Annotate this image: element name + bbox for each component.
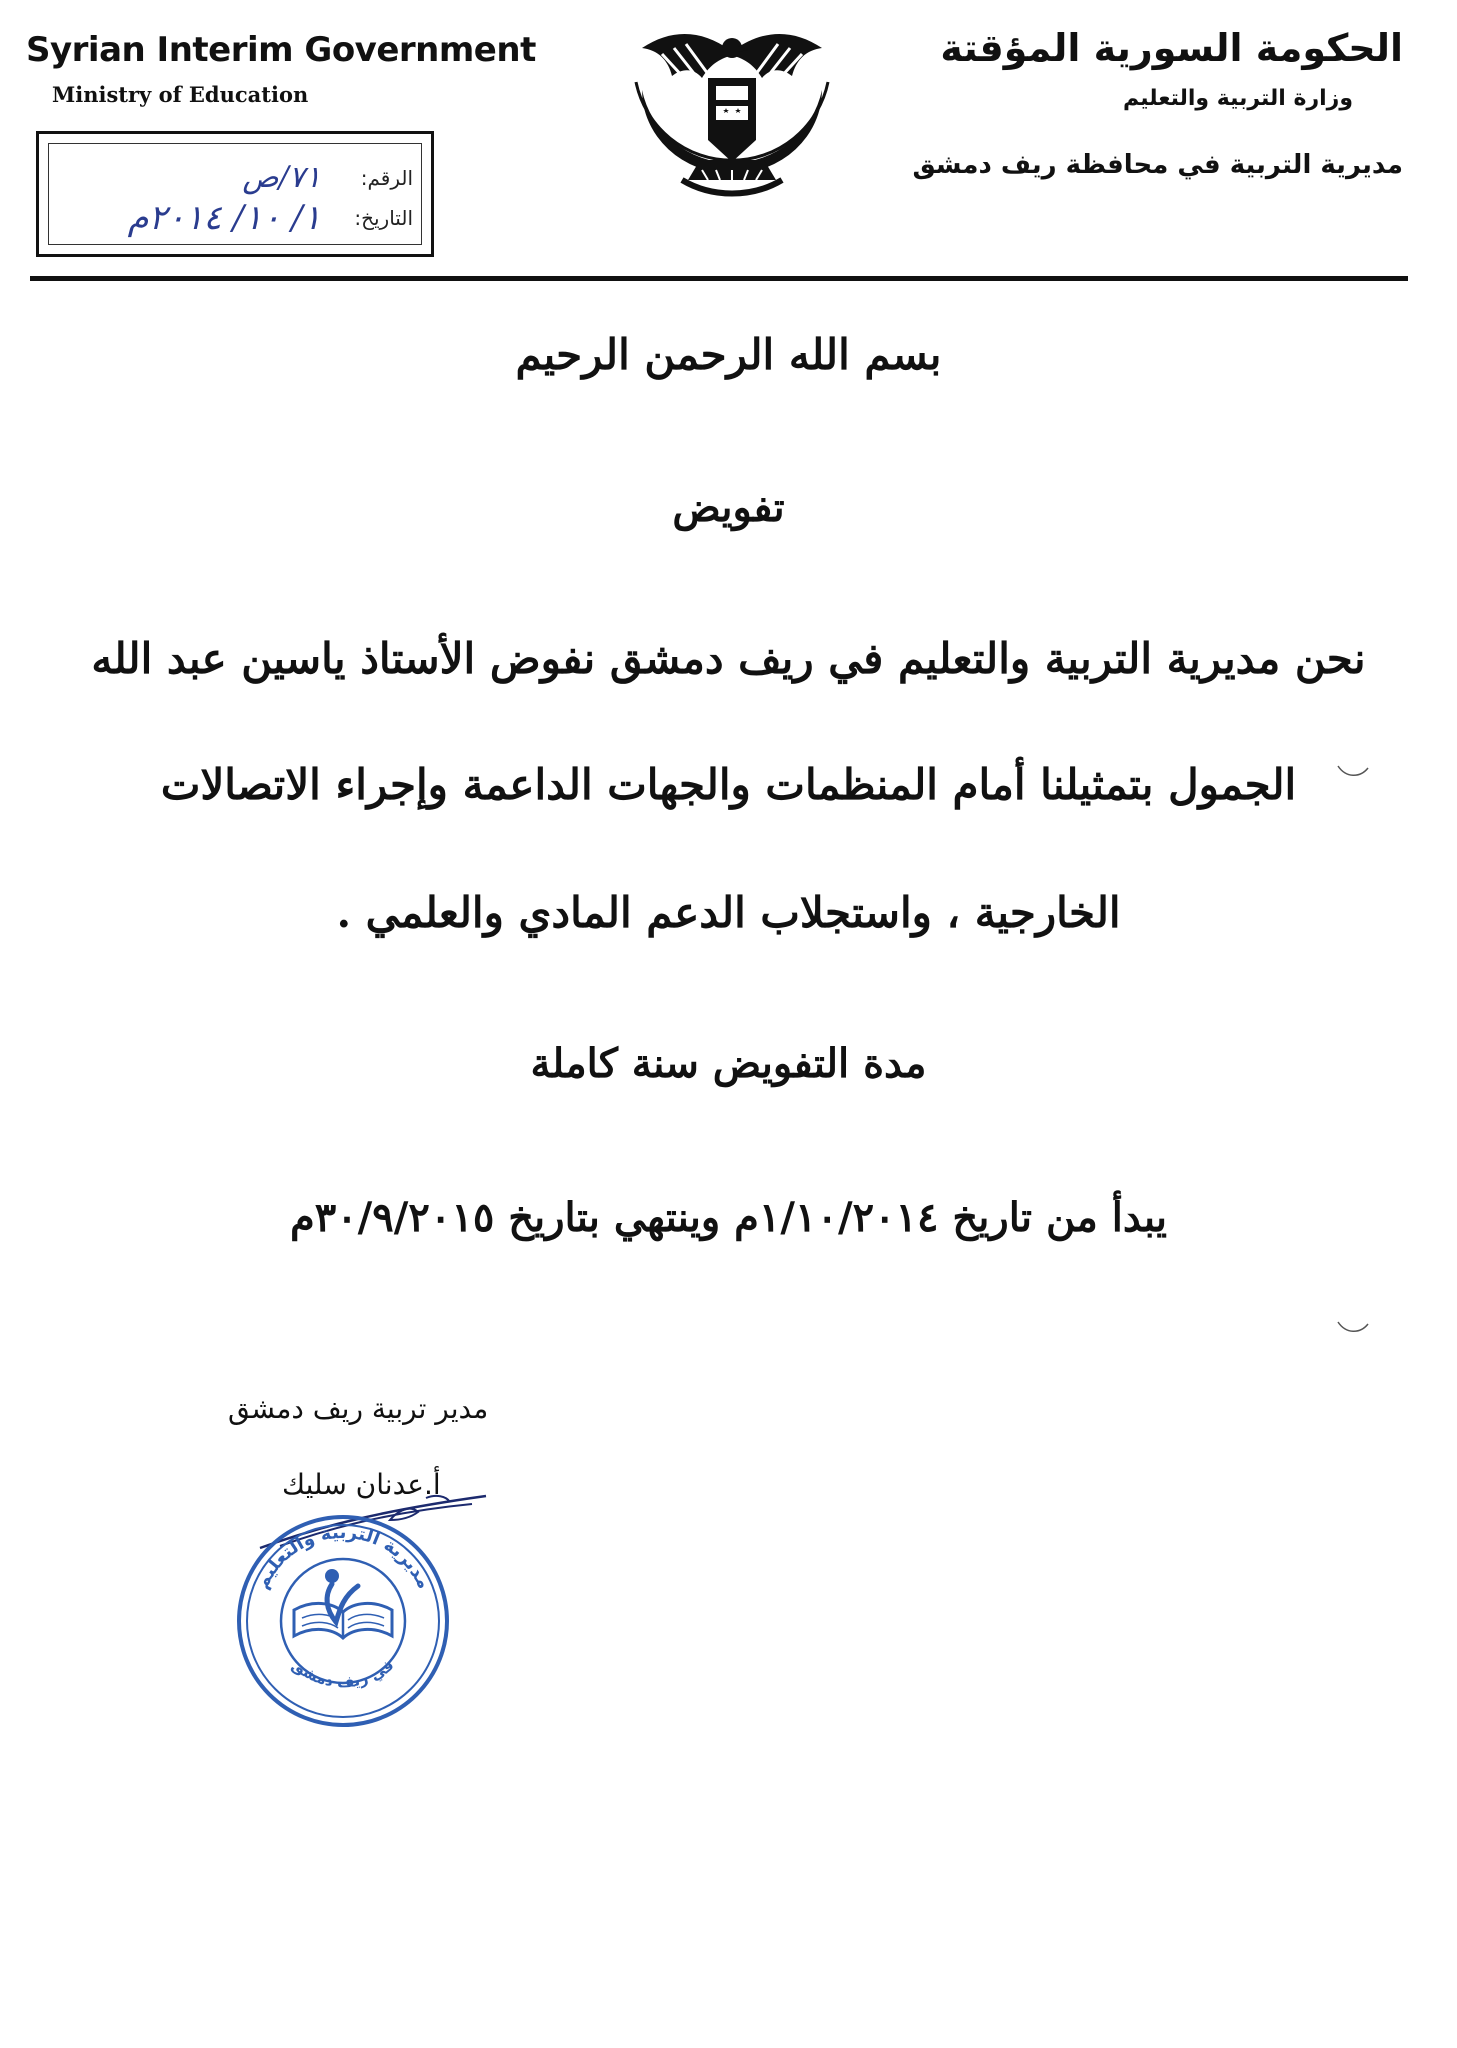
arabic-government-title: الحكومة السورية المؤقتة <box>940 26 1403 70</box>
official-stamp-icon <box>232 1510 454 1732</box>
reference-date-value: ١/ ١٠/ ٢٠١٤م <box>127 198 321 238</box>
header-divider <box>30 276 1408 281</box>
reference-box <box>36 131 434 257</box>
reference-number-value: ٧١/ص <box>242 160 321 195</box>
scan-mark-icon <box>1336 1320 1370 1334</box>
stamp-bottom-text: في ريف دمشق <box>288 1655 398 1692</box>
authorization-duration: مدة التفويض سنة كاملة <box>530 1040 927 1087</box>
arabic-ministry-title: وزارة التربية والتعليم <box>1123 86 1353 111</box>
scan-mark-icon <box>1336 764 1370 778</box>
reference-number-row <box>49 162 421 202</box>
arabic-directorate-title: مديرية التربية في محافظة ريف دمشق <box>912 150 1403 180</box>
reference-number-label: الرقم: <box>360 166 413 190</box>
reference-box-inner <box>48 143 422 245</box>
basmala: بسم الله الرحمن الرحيم <box>515 330 942 379</box>
paragraph-line-2: الجمول بتمثيلنا أمام المنظمات والجهات الداعمة وإجراء الاتصالات <box>160 760 1297 809</box>
stamp-top-text: مديرية التربية والتعليم <box>251 1521 435 1593</box>
paragraph-line-3: الخارجية ، واستجلاب الدعم المادي والعلمي . <box>336 888 1121 937</box>
english-ministry-title: Ministry of Education <box>52 82 309 107</box>
eagle-emblem-icon <box>612 20 852 220</box>
reference-date-label: التاريخ: <box>354 206 413 230</box>
signatory-name: أ.عدنان سليك <box>282 1468 441 1501</box>
authorization-validity: يبدأ من تاريخ ١/١٠/٢٠١٤م وينتهي بتاريخ ٣٠/٩/٢٠١٥م <box>289 1194 1168 1241</box>
paragraph-line-1: نحن مديرية التربية والتعليم في ريف دمشق نفوض الأستاذ ياسين عبد الله <box>91 634 1366 683</box>
english-government-title: Syrian Interim Government <box>26 30 536 70</box>
document-heading: تفويض <box>672 484 785 531</box>
reference-date-row <box>49 198 421 242</box>
signatory-title: مدير تربية ريف دمشق <box>228 1392 489 1425</box>
